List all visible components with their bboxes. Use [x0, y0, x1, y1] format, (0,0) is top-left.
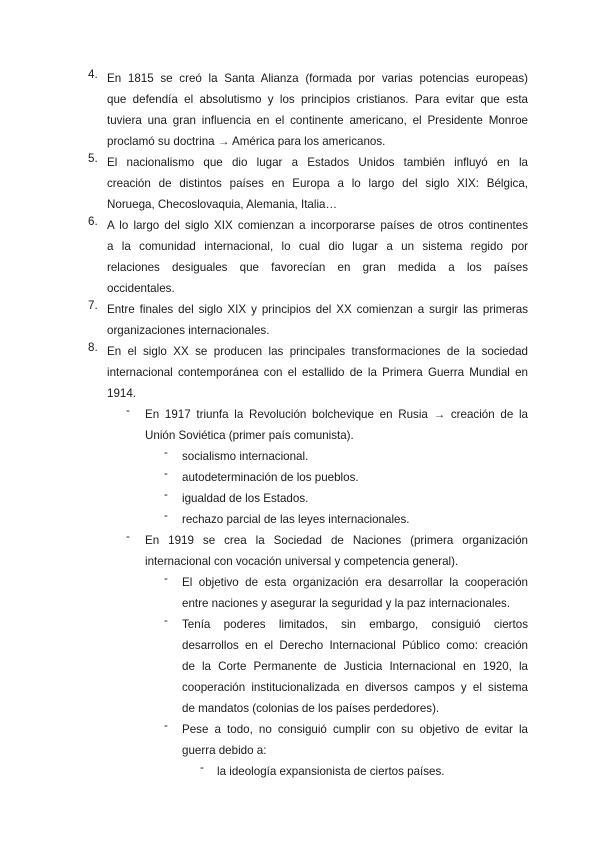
text-line: autodeterminación de los pueblos. — [182, 471, 359, 484]
text-line: entre naciones y asegurar la seguridad y la paz internacionales. — [182, 597, 511, 610]
dash-bullet: - — [126, 404, 130, 417]
text-line: En el siglo XX se producen las principales transformaciones de la sociedad — [107, 345, 528, 358]
list-number: 5. — [88, 152, 98, 165]
dash-bullet: - — [126, 530, 130, 543]
dash-bullet: - — [164, 509, 168, 522]
text-line: 1914. — [107, 387, 137, 400]
text-line: internacional con vocación universal y competencia general). — [145, 555, 459, 568]
dash-bullet: - — [164, 572, 168, 585]
text-line: guerra debido a: — [182, 744, 267, 757]
text-line: de mandatos (colonias de los países perdedores). — [182, 702, 440, 715]
text-line: Tenía poderes limitados, sin embargo, consiguió ciertos — [182, 618, 528, 631]
dash-bullet: - — [200, 761, 204, 774]
dash-bullet: - — [164, 467, 168, 480]
text-line: desarrollos en el Derecho Internacional Público como: creación — [182, 639, 528, 652]
list-number: 6. — [88, 215, 98, 228]
text-line: internacional contemporánea con el estallido de la Primera Guerra Mundial en — [107, 366, 528, 379]
text-line: El nacionalismo que dio lugar a Estados Unidos también influyó en la — [107, 156, 528, 169]
text-line: igualdad de los Estados. — [182, 492, 309, 505]
text-line: En 1815 se creó la Santa Alianza (formada por varias potencias europeas) — [107, 72, 528, 85]
text-line: relaciones desiguales que favorecían en gran medida a los países — [107, 261, 528, 274]
text-line: de la Corte Permanente de Justicia Internacional en 1920, la — [182, 660, 528, 673]
list-number: 8. — [88, 341, 98, 354]
text-line: socialismo internacional. — [182, 450, 309, 463]
text-line: Entre finales del siglo XIX y principios del XX comienzan a surgir las primeras — [107, 303, 528, 316]
text-line: Unión Soviética (primer país comunista). — [145, 429, 354, 442]
text-line: que defendía el absolutismo y los principios cristianos. Para evitar que esta — [107, 93, 528, 106]
text-line: Pese a todo, no consiguió cumplir con su objetivo de evitar la — [182, 723, 528, 736]
text-line: organizaciones internacionales. — [107, 324, 270, 337]
text-line: occidentales. — [107, 282, 175, 295]
text-line: rechazo parcial de las leyes internacionales. — [182, 513, 410, 526]
text-line: proclamó su doctrina → América para los americanos. — [107, 135, 386, 148]
text-line: la ideología expansionista de ciertos países. — [217, 765, 445, 778]
text-line: En 1917 triunfa la Revolución bolchevique en Rusia → creación de la — [145, 408, 528, 421]
list-number: 4. — [88, 68, 98, 81]
dash-bullet: - — [164, 488, 168, 501]
text-line: A lo largo del siglo XIX comienzan a incorporarse países de otros continentes — [107, 219, 528, 232]
dash-bullet: - — [164, 719, 168, 732]
text-line: En 1919 se crea la Sociedad de Naciones (primera organización — [145, 534, 528, 547]
text-line: tuviera una gran influencia en el continente americano, el Presidente Monroe — [107, 114, 528, 127]
text-line: cooperación institucionalizada en diversos campos y el sistema — [182, 681, 528, 694]
text-line: a la comunidad internacional, lo cual dio lugar a un sistema regido por — [107, 240, 528, 253]
text-line: creación de distintos países en Europa a lo largo del siglo XIX: Bélgica, — [107, 177, 528, 190]
text-line: Noruega, Checoslovaquia, Alemania, Italia… — [107, 198, 338, 211]
text-line: El objetivo de esta organización era desarrollar la cooperación — [182, 576, 528, 589]
dash-bullet: - — [164, 614, 168, 627]
dash-bullet: - — [164, 446, 168, 459]
list-number: 7. — [88, 299, 98, 312]
